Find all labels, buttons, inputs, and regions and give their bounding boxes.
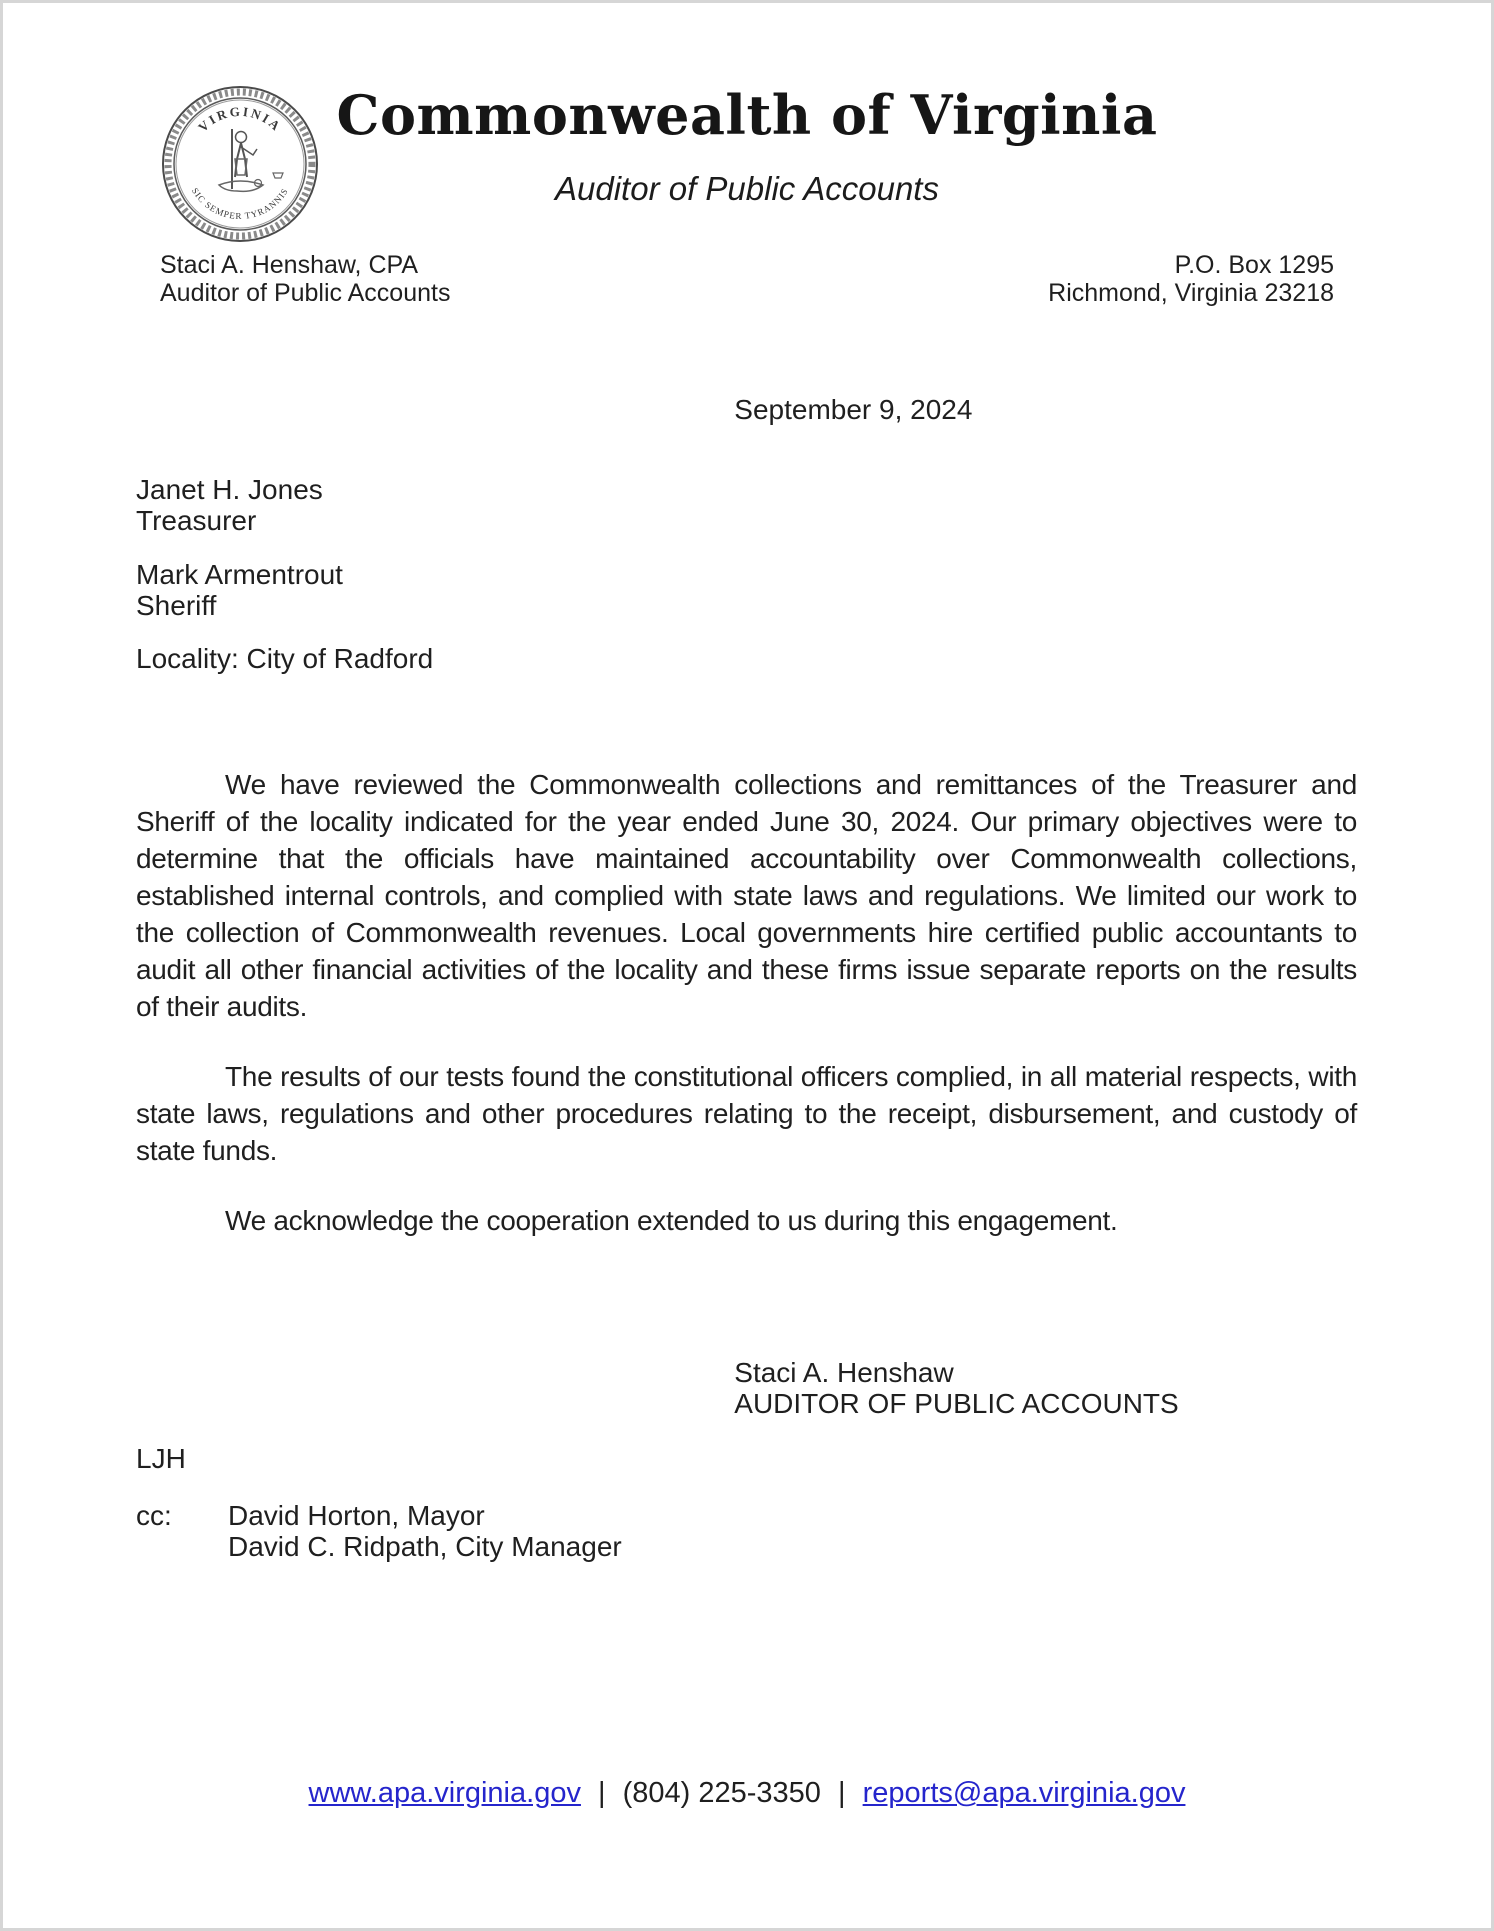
typist-initials: LJH — [136, 1443, 186, 1474]
cc-recipient: David Horton, Mayor — [228, 1500, 485, 1531]
address-block — [1048, 251, 1334, 307]
recipient-block — [136, 474, 1357, 536]
recipient-title: Sheriff — [136, 590, 217, 621]
body-paragraph: We have reviewed the Commonwealth collections and remittances of the Treasurer and Sheriff of the locality indicated for the year ended June 30, 2024. Our primary objectives were to determine that the officials have maintained accountability over Commonwealth collections, established internal controls, and complied with state laws and regulations. We limited our work to the collection of Commonwealth revenues. Local governments hire certified public accountants to audit all other financial activities of the locality and these firms issue separate reports on the results of their audits. — [136, 769, 1357, 1022]
cc-label: cc: — [136, 1500, 172, 1531]
phone-number: (804) 225-3350 — [622, 1777, 821, 1809]
organization-subtitle: Auditor of Public Accounts — [555, 170, 939, 207]
official-contact-block — [160, 251, 450, 307]
signature-block — [136, 1357, 1357, 1419]
letter-footer — [3, 1775, 1491, 1811]
po-box-line: P.O. Box 1295 — [1174, 251, 1334, 279]
seal-bottom-text: SIC SEMPER TYRANNIS — [189, 186, 291, 222]
recipient-name: Mark Armentrout — [136, 559, 343, 590]
locality-line: Locality: City of Radford — [136, 643, 434, 674]
official-name: Staci A. Henshaw, CPA — [160, 251, 418, 279]
body-paragraph: We acknowledge the cooperation extended to us during this engagement. — [225, 1205, 1118, 1236]
recipient-block — [136, 559, 1357, 621]
recipient-name: Janet H. Jones — [136, 474, 323, 505]
city-state-zip-line: Richmond, Virginia 23218 — [1048, 279, 1334, 307]
letterhead — [3, 3, 1491, 313]
footer-separator: | — [598, 1777, 606, 1809]
recipient-title: Treasurer — [136, 505, 257, 536]
body-paragraph: The results of our tests found the constitutional officers complied, in all material respects, with state laws, regulations and other procedures relating to the receipt, disbursement, and custody of state funds. — [136, 1061, 1357, 1166]
seal-top-text: VIRGINIA — [195, 103, 285, 135]
signer-name: Staci A. Henshaw — [734, 1357, 954, 1388]
cc-recipient: David C. Ridpath, City Manager — [228, 1531, 622, 1562]
website-link[interactable]: www.apa.virginia.gov — [308, 1777, 581, 1809]
signer-title: AUDITOR OF PUBLIC ACCOUNTS — [734, 1388, 1179, 1419]
virginia-state-seal-icon — [161, 85, 319, 243]
letter-body — [3, 391, 1491, 1562]
letter-date: September 9, 2024 — [734, 394, 973, 425]
official-title: Auditor of Public Accounts — [160, 279, 451, 307]
email-link[interactable]: reports@apa.virginia.gov — [862, 1777, 1186, 1809]
seal-figure — [219, 129, 283, 191]
cc-block — [136, 1500, 1357, 1562]
cc-list — [228, 1500, 622, 1562]
footer-separator: | — [838, 1777, 846, 1809]
organization-title: Commonwealth of Virginia — [336, 83, 1158, 147]
